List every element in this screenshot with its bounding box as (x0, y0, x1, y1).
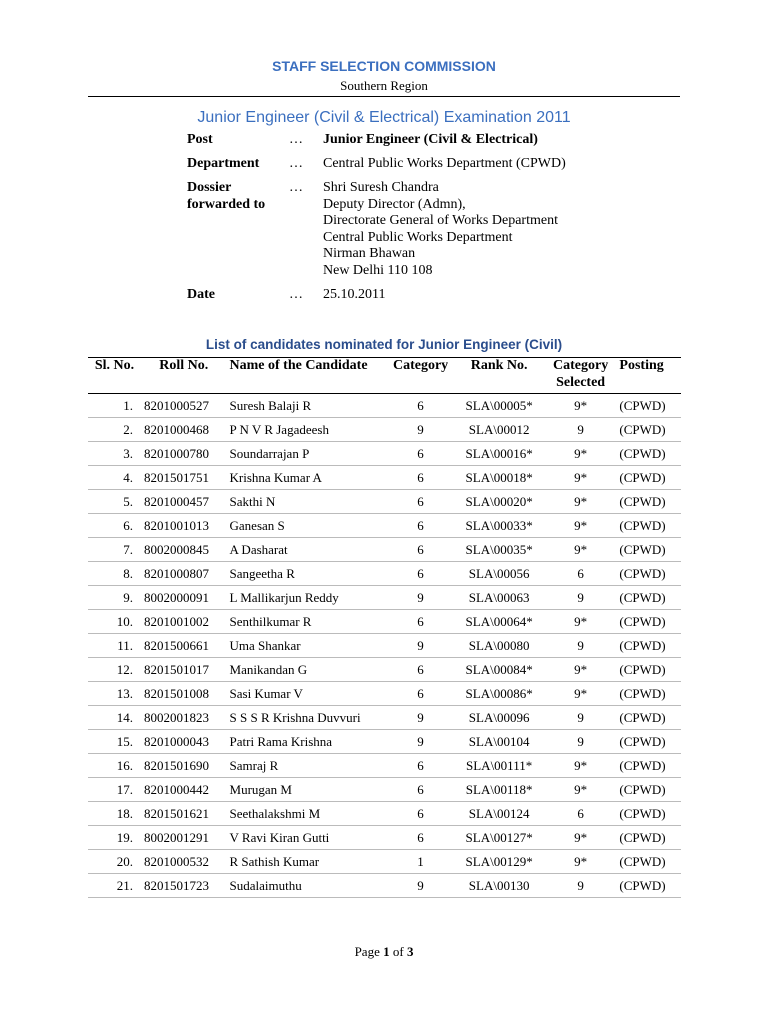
cell-sl-no: 21. (88, 874, 141, 898)
cell-category-selected: 6 (545, 802, 617, 826)
cell-rank-no: SLA\00111* (453, 754, 544, 778)
column-header-rank-no: Rank No. (453, 358, 544, 394)
table-row (88, 442, 681, 466)
cell-category-selected: 9 (545, 706, 617, 730)
cell-category: 6 (388, 442, 454, 466)
cell-rank-no: SLA\00084* (453, 658, 544, 682)
cell-posting: (CPWD) (616, 562, 681, 586)
cell-category-selected: 9* (545, 754, 617, 778)
cell-category-selected: 9 (545, 418, 617, 442)
table-row (88, 610, 681, 634)
cell-category-selected: 9* (545, 658, 617, 682)
cell-rank-no: SLA\00063 (453, 586, 544, 610)
cell-rank-no: SLA\00104 (453, 730, 544, 754)
cell-posting: (CPWD) (616, 730, 681, 754)
page-total: 3 (406, 944, 414, 959)
date-value: 25.10.2011 (323, 287, 386, 302)
cell-sl-no: 12. (88, 658, 141, 682)
cell-sl-no: 9. (88, 586, 141, 610)
cell-category: 6 (388, 802, 454, 826)
cell-candidate-name: A Dasharat (227, 538, 388, 562)
table-row (88, 778, 681, 802)
cell-posting: (CPWD) (616, 874, 681, 898)
cell-sl-no: 14. (88, 706, 141, 730)
column-header-name: Name of the Candidate (227, 358, 388, 394)
separator: … (289, 287, 303, 302)
cell-category: 6 (388, 466, 454, 490)
cell-roll-no: 8201501017 (141, 658, 226, 682)
cell-candidate-name: Patri Rama Krishna (227, 730, 388, 754)
cell-sl-no: 6. (88, 514, 141, 538)
table-row (88, 874, 681, 898)
cell-rank-no: SLA\00020* (453, 490, 544, 514)
cell-roll-no: 8201501008 (141, 682, 226, 706)
cell-sl-no: 15. (88, 730, 141, 754)
cell-category-selected: 9* (545, 826, 617, 850)
cell-category: 6 (388, 658, 454, 682)
cell-sl-no: 2. (88, 418, 141, 442)
table-row (88, 586, 681, 610)
cell-roll-no: 8002000845 (141, 538, 226, 562)
cell-category-selected: 9* (545, 490, 617, 514)
cell-category-selected: 9* (545, 610, 617, 634)
cell-posting: (CPWD) (616, 394, 681, 418)
cell-candidate-name: Ganesan S (227, 514, 388, 538)
cell-roll-no: 8002001823 (141, 706, 226, 730)
cell-posting: (CPWD) (616, 682, 681, 706)
cell-sl-no: 4. (88, 466, 141, 490)
cell-roll-no: 8201501621 (141, 802, 226, 826)
cell-posting: (CPWD) (616, 586, 681, 610)
cell-candidate-name: L Mallikarjun Reddy (227, 586, 388, 610)
table-row (88, 418, 681, 442)
post-label: Post (187, 132, 213, 147)
date-label: Date (187, 287, 215, 302)
cell-roll-no: 8201501723 (141, 874, 226, 898)
cell-roll-no: 8002000091 (141, 586, 226, 610)
column-header-category-selected: Category Selected (545, 358, 617, 394)
cell-category: 6 (388, 562, 454, 586)
table-row (88, 394, 681, 418)
table-row (88, 754, 681, 778)
cell-rank-no: SLA\00056 (453, 562, 544, 586)
cell-category-selected: 9* (545, 394, 617, 418)
table-row (88, 850, 681, 874)
cell-category: 9 (388, 730, 454, 754)
cell-category: 6 (388, 754, 454, 778)
cell-posting: (CPWD) (616, 538, 681, 562)
cell-posting: (CPWD) (616, 706, 681, 730)
cell-candidate-name: V Ravi Kiran Gutti (227, 826, 388, 850)
department-value: Central Public Works Department (CPWD) (323, 156, 566, 171)
cell-candidate-name: Senthilkumar R (227, 610, 388, 634)
cell-sl-no: 16. (88, 754, 141, 778)
cell-category: 6 (388, 538, 454, 562)
department-label: Department (187, 156, 260, 171)
cell-posting: (CPWD) (616, 658, 681, 682)
cell-candidate-name: Suresh Balaji R (227, 394, 388, 418)
cell-category-selected: 9* (545, 778, 617, 802)
page-footer (0, 944, 768, 960)
cell-category-selected: 9 (545, 586, 617, 610)
table-body (88, 394, 681, 898)
cell-posting: (CPWD) (616, 754, 681, 778)
cell-roll-no: 8201000457 (141, 490, 226, 514)
cell-sl-no: 3. (88, 442, 141, 466)
table-row (88, 682, 681, 706)
cell-rank-no: SLA\00005* (453, 394, 544, 418)
cell-rank-no: SLA\00124 (453, 802, 544, 826)
cell-candidate-name: Sakthi N (227, 490, 388, 514)
list-title: List of candidates nominated for Junior Engineer (Civil) (205, 337, 563, 352)
exam-title: Junior Engineer (Civil & Electrical) Examination 2011 (197, 109, 571, 126)
cell-category: 9 (388, 874, 454, 898)
cell-category-selected: 9 (545, 874, 617, 898)
cell-posting: (CPWD) (616, 826, 681, 850)
cell-candidate-name: S S S R Krishna Duvvuri (227, 706, 388, 730)
cell-rank-no: SLA\00012 (453, 418, 544, 442)
cell-sl-no: 7. (88, 538, 141, 562)
cell-category-selected: 9* (545, 442, 617, 466)
cell-category-selected: 9* (545, 538, 617, 562)
cell-category-selected: 9 (545, 634, 617, 658)
cell-roll-no: 8201001002 (141, 610, 226, 634)
cell-category-selected: 9* (545, 682, 617, 706)
cell-candidate-name: Soundarrajan P (227, 442, 388, 466)
cell-posting: (CPWD) (616, 418, 681, 442)
cell-candidate-name: Uma Shankar (227, 634, 388, 658)
cell-sl-no: 13. (88, 682, 141, 706)
table-row (88, 730, 681, 754)
cell-roll-no: 8201501751 (141, 466, 226, 490)
cell-category: 9 (388, 706, 454, 730)
cell-category: 6 (388, 514, 454, 538)
cell-posting: (CPWD) (616, 466, 681, 490)
organization-title: STAFF SELECTION COMMISSION (272, 58, 496, 74)
cell-roll-no: 8201001013 (141, 514, 226, 538)
cell-candidate-name: Samraj R (227, 754, 388, 778)
table-row (88, 538, 681, 562)
table-row (88, 802, 681, 826)
table-row (88, 826, 681, 850)
separator: … (289, 132, 303, 147)
cell-candidate-name: Manikandan G (227, 658, 388, 682)
cell-sl-no: 11. (88, 634, 141, 658)
column-header-roll-no: Roll No. (141, 358, 226, 394)
cell-category: 9 (388, 634, 454, 658)
dossier-label: Dossier forwarded to (187, 180, 266, 212)
cell-posting: (CPWD) (616, 610, 681, 634)
table-row (88, 706, 681, 730)
cell-posting: (CPWD) (616, 634, 681, 658)
cell-roll-no: 8201000468 (141, 418, 226, 442)
cell-category: 6 (388, 490, 454, 514)
region-subtitle: Southern Region (340, 78, 428, 93)
cell-candidate-name: Seethalakshmi M (227, 802, 388, 826)
cell-rank-no: SLA\00035* (453, 538, 544, 562)
column-header-posting: Posting (616, 358, 681, 394)
cell-candidate-name: Sangeetha R (227, 562, 388, 586)
cell-category: 6 (388, 778, 454, 802)
cell-candidate-name: R Sathish Kumar (227, 850, 388, 874)
cell-rank-no: SLA\00064* (453, 610, 544, 634)
cell-sl-no: 10. (88, 610, 141, 634)
cell-rank-no: SLA\00129* (453, 850, 544, 874)
separator: … (289, 180, 303, 195)
cell-roll-no: 8201501690 (141, 754, 226, 778)
cell-candidate-name: Sudalaimuthu (227, 874, 388, 898)
cell-rank-no: SLA\00086* (453, 682, 544, 706)
cell-category: 6 (388, 826, 454, 850)
cell-sl-no: 20. (88, 850, 141, 874)
cell-category-selected: 6 (545, 562, 617, 586)
table-header-row (88, 358, 681, 394)
candidates-table (88, 357, 681, 898)
table-row (88, 634, 681, 658)
cell-sl-no: 8. (88, 562, 141, 586)
cell-rank-no: SLA\00016* (453, 442, 544, 466)
cell-roll-no: 8201000807 (141, 562, 226, 586)
cell-category: 9 (388, 586, 454, 610)
header-divider (88, 96, 680, 97)
cell-rank-no: SLA\00127* (453, 826, 544, 850)
page-prefix: Page (354, 944, 380, 959)
cell-roll-no: 8201000442 (141, 778, 226, 802)
table-row (88, 490, 681, 514)
cell-candidate-name: Sasi Kumar V (227, 682, 388, 706)
cell-rank-no: SLA\00130 (453, 874, 544, 898)
cell-roll-no: 8201000527 (141, 394, 226, 418)
cell-category-selected: 9* (545, 466, 617, 490)
cell-posting: (CPWD) (616, 850, 681, 874)
cell-posting: (CPWD) (616, 778, 681, 802)
cell-rank-no: SLA\00033* (453, 514, 544, 538)
table-row (88, 562, 681, 586)
page-of: of (392, 944, 404, 959)
page-current: 1 (383, 944, 390, 959)
cell-category: 6 (388, 610, 454, 634)
cell-posting: (CPWD) (616, 514, 681, 538)
dossier-value: Shri Suresh Chandra Deputy Director (Admn), Directorate General of Works Department Central Public Works Department Nirman Bhawan New Delhi 110 108 (323, 180, 558, 278)
cell-category: 9 (388, 418, 454, 442)
cell-posting: (CPWD) (616, 442, 681, 466)
cell-roll-no: 8201000532 (141, 850, 226, 874)
cell-roll-no: 8201000043 (141, 730, 226, 754)
cell-category: 6 (388, 394, 454, 418)
cell-rank-no: SLA\00096 (453, 706, 544, 730)
cell-rank-no: SLA\00118* (453, 778, 544, 802)
cell-candidate-name: P N V R Jagadeesh (227, 418, 388, 442)
cell-category: 6 (388, 682, 454, 706)
cell-category-selected: 9 (545, 730, 617, 754)
table-row (88, 466, 681, 490)
cell-rank-no: SLA\00018* (453, 466, 544, 490)
cell-category-selected: 9* (545, 514, 617, 538)
cell-category-selected: 9* (545, 850, 617, 874)
separator: … (289, 156, 303, 171)
cell-sl-no: 18. (88, 802, 141, 826)
post-value: Junior Engineer (Civil & Electrical) (323, 132, 538, 147)
cell-roll-no: 8201500661 (141, 634, 226, 658)
cell-sl-no: 19. (88, 826, 141, 850)
cell-rank-no: SLA\00080 (453, 634, 544, 658)
table-row (88, 658, 681, 682)
cell-category: 1 (388, 850, 454, 874)
column-header-sl-no: Sl. No. (88, 358, 141, 394)
cell-roll-no: 8002001291 (141, 826, 226, 850)
cell-posting: (CPWD) (616, 802, 681, 826)
table-row (88, 514, 681, 538)
cell-sl-no: 17. (88, 778, 141, 802)
column-header-category: Category (388, 358, 454, 394)
cell-sl-no: 5. (88, 490, 141, 514)
cell-candidate-name: Krishna Kumar A (227, 466, 388, 490)
cell-candidate-name: Murugan M (227, 778, 388, 802)
cell-sl-no: 1. (88, 394, 141, 418)
cell-posting: (CPWD) (616, 490, 681, 514)
cell-roll-no: 8201000780 (141, 442, 226, 466)
